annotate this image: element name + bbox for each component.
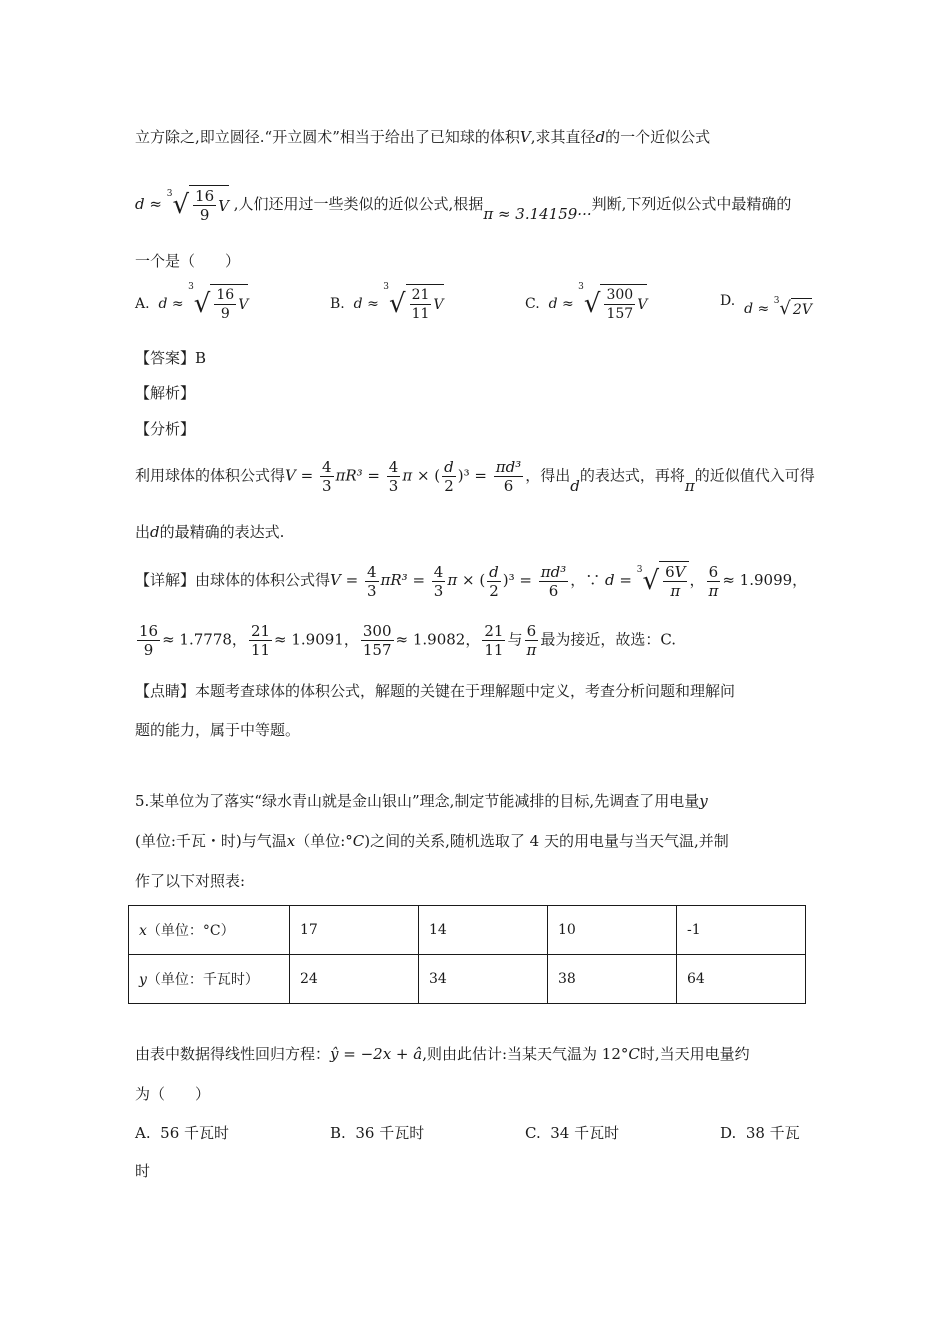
fenxi-text: 出: [135, 523, 151, 541]
var-y: y: [699, 792, 708, 810]
table-row: [129, 906, 806, 955]
option-expr: 2V: [791, 298, 812, 320]
pi-approx: π ≈ 3.14159···: [483, 205, 592, 223]
formula-lhs: d ≈: [135, 195, 162, 213]
detail-value: ≈ 1.9099: [722, 571, 793, 589]
detail-value: ≈ 1.7778: [162, 630, 232, 649]
q5-option-a: A. 56 千瓦时: [135, 1124, 230, 1142]
option-den: 157: [606, 306, 634, 322]
intro-text: ,求其直径: [530, 128, 596, 146]
q5-text: (单位:千瓦・时)与气温: [135, 832, 287, 850]
unit-celsius: °C: [620, 1045, 640, 1063]
intro-text: 立方除之,即立圆径.“开立圆术”相当于给出了已知球的体积: [135, 128, 520, 146]
comment-line-2: 题的能力，属于中等题。: [135, 721, 301, 739]
q5-text: （单位:: [295, 832, 346, 850]
detail-text: 与: [507, 630, 523, 649]
comment-label: 【点睛】: [135, 682, 196, 700]
intro-text: ,人们还用过一些类似的近似公式,根据: [233, 195, 484, 213]
fenxi-line-1: 利用球体的体积公式得V = $\frac{4}{3}$ πR³ = $\frac{4}{3}$ π × ( $\frac{d}{2}$ )³ = $\frac{\text{πd³}}{6}$ ，得出d的表达式，再将π的近似值代入可得: [135, 458, 815, 495]
q4-intro-line-2: [135, 185, 830, 225]
data-table: [128, 905, 806, 1004]
q5-option-b: B. 36 千瓦时: [330, 1124, 425, 1142]
table-row-head: x（单位：°C）: [129, 906, 290, 955]
q5-text: )之间的关系,随机选取了 4 天的用电量与当天气温,并制: [364, 832, 729, 850]
q5-line-3: 作了以下对照表:: [135, 872, 246, 890]
q4-option-a: A. d ≈ 3 √ $\frac{16}{9}$ V: [135, 282, 249, 322]
q5-text: 由表中数据得线性回归方程：: [135, 1045, 331, 1063]
intro-text: 的一个近似公式: [605, 128, 711, 146]
option-den: 9: [220, 306, 230, 322]
var-d: d: [595, 128, 606, 146]
detail-line-1: 【详解】由球体的体积公式得V = $\frac{4}{3}$ πR³ = $\frac{4}{3}$ π × ( $\frac{d}{2}$ )³ = $\frac{\text{πd³}}{6}$ ，∵ d = 3 √ $\frac{6V}{\pi}$ ， $\frac{6}{\pi}$ ≈ 1.9099，: [135, 562, 808, 600]
q5-line-2: [135, 830, 830, 852]
var-x: x: [286, 832, 296, 850]
fenxi-line-2: 出d的最精确的表达式.: [135, 523, 285, 541]
fenxi-text: 利用球体的体积公式得: [135, 466, 286, 485]
option-letter: A.: [135, 296, 150, 312]
option-num: 16: [216, 287, 235, 303]
q5-after-line-2: 为（ ）: [135, 1085, 211, 1103]
q4-option-c: C. d ≈ 3 √ $\frac{300}{157}$ V: [525, 282, 648, 322]
regression-equation: ŷ = −2x + â: [330, 1045, 423, 1063]
table-cell: 14: [419, 906, 548, 955]
fenxi-text: 的最精确的表达式.: [159, 523, 285, 541]
q5-option-c: C. 34 千瓦时: [525, 1124, 620, 1142]
table-cell: 34: [419, 955, 548, 1004]
table-cell: 64: [677, 955, 806, 1004]
table-cell: 10: [548, 906, 677, 955]
cube-root: 3 √ $\frac{16}{9}$ V: [166, 187, 229, 224]
var-v: V: [519, 128, 531, 146]
option-letter: C.: [525, 296, 540, 312]
table-cell: 24: [290, 955, 419, 1004]
answer-label: 【答案】: [135, 349, 196, 367]
q4-option-b: B. d ≈ 3 √ $\frac{21}{11}$ V: [330, 282, 444, 322]
intro-text: 判断,下列近似公式中最精确的: [591, 195, 792, 213]
answer-value: B: [195, 349, 207, 367]
fenxi-text: ，得出: [525, 466, 571, 485]
q5-text: 5.某单位为了落实“绿水青山就是金山银山”理念,制定节能减排的目标,先调查了用电量: [135, 792, 700, 810]
detail-value: ≈ 1.9082: [395, 630, 466, 649]
detail-text: 最为接近，故选：C.: [540, 630, 677, 649]
detail-label: 【详解】: [135, 571, 196, 589]
fenxi-label: 【分析】: [135, 420, 196, 438]
q5-after-line-1: [135, 1043, 830, 1065]
option-den: 11: [411, 306, 430, 322]
option-letter: D.: [720, 293, 736, 309]
detail-value: ≈ 1.9091: [274, 630, 344, 649]
q5-line-1: [135, 790, 830, 812]
q4-option-d: D. d ≈ 3 √ 2V: [720, 293, 812, 319]
detail-text: 由球体的体积公式得: [195, 571, 331, 589]
q5-option-d-wrap: 时: [135, 1162, 151, 1180]
fenxi-text: 的近似值代入可得: [694, 466, 815, 485]
table-cell: 17: [290, 906, 419, 955]
cube-root-formula: [135, 187, 234, 224]
q4-intro-line-3: 一个是（ ）: [135, 252, 241, 270]
option-letter: B.: [330, 296, 345, 312]
table-cell: -1: [677, 906, 806, 955]
unit-celsius: °C: [345, 832, 365, 850]
q4-intro-line-1: [135, 126, 830, 148]
table-row: [129, 955, 806, 1004]
q5-option-d: D. 38 千瓦: [720, 1124, 800, 1142]
table-cell: 38: [548, 955, 677, 1004]
detail-line-2: $\frac{16}{9}$ ≈ 1.7778， $\frac{21}{11}$ ≈ 1.9091， $\frac{300}{157}$ ≈ 1.9082， $\frac{21}{11}$ 与 $\frac{6}{\pi}$ 最为接近，故选：C.: [139, 622, 677, 659]
answer-line: [135, 347, 830, 369]
fenxi-text: 的表达式，再将: [579, 466, 685, 485]
comment-line-1: [135, 680, 830, 702]
analysis-label: 【解析】: [135, 384, 196, 402]
option-num: 300: [606, 287, 634, 303]
table-row-head: y（单位：千瓦时）: [129, 955, 290, 1004]
option-num: 21: [411, 287, 430, 303]
q5-text: ,则由此估计:当某天气温为 12: [422, 1045, 621, 1063]
comment-text: 本题考查球体的体积公式，解题的关键在于理解题中定义，考查分析问题和理解问: [195, 682, 736, 700]
q5-text: 时,当天用电量约: [639, 1045, 750, 1063]
